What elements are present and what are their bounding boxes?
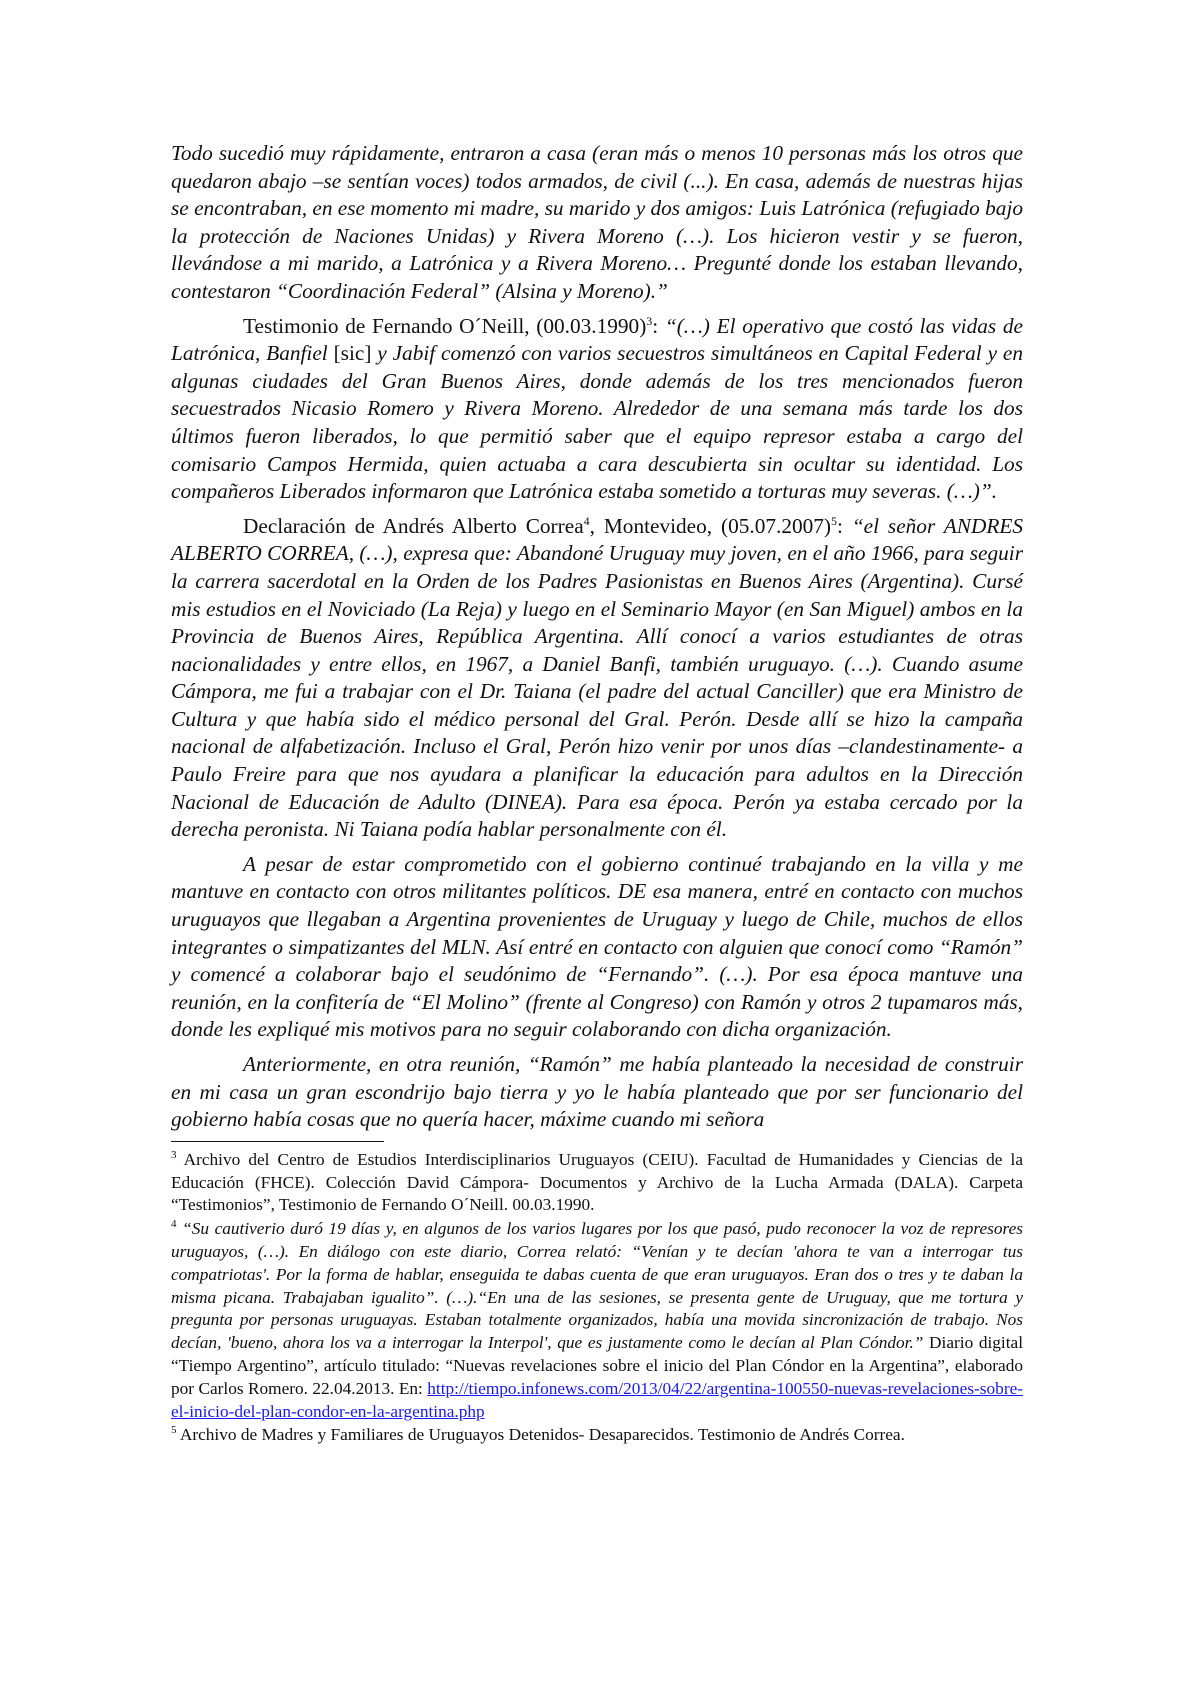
colon: : bbox=[837, 513, 852, 538]
footnote-text: Archivo de Madres y Familiares de Uruguayos Detenidos- Desaparecidos. Testimonio de Andrés Correa. bbox=[176, 1425, 905, 1445]
footnote-ref-3[interactable]: 3 bbox=[646, 313, 653, 328]
colon: : bbox=[652, 313, 665, 338]
paragraph-4: A pesar de estar comprometido con el gobierno continué trabajando en la villa y me mantuve en contacto con otros militantes políticos. DE esa manera, entré en contacto con muchos uruguayos que llegaban a Argentina provenientes de Uruguay y luego de Chile, muchos de ellos integrantes o simpatizantes del MLN. Así entré en contacto con alguien que conocí como “Ramón” y comencé a colaborar bajo el seudónimo de “Fernando”. (…). Por esa época mantuve una reunión, en la confitería de “El Molino” (frente al Congreso) con Ramón y otros 2 tupamaros más, donde les expliqué mis motivos para no seguir colaborando con dicha organización. bbox=[171, 851, 1023, 1042]
footnote-number: 5 bbox=[171, 1424, 177, 1437]
paragraph-2 bbox=[171, 313, 1023, 506]
declaration-place-date: , Montevideo, (05.07.2007) bbox=[589, 513, 832, 538]
footnote-4 bbox=[171, 1218, 1023, 1423]
footnote-ref-4[interactable]: 4 bbox=[583, 513, 590, 528]
footnote-5 bbox=[171, 1424, 1023, 1447]
paragraph-1: Todo sucedió muy rápidamente, entraron a casa (eran más o menos 10 personas más los otros que quedaron abajo –se sentían voces) todos armados, de civil (...). En casa, además de nuestras hijas se encontraban, en ese momento mi madre, su marido y dos amigos: Luis Latrónica (refugiado bajo la protección de Naciones Unidas) y Rivera Moreno (…). Los hicieron vestir y se fueron, llevándose a mi marido, a Latrónica y a Rivera Moreno… Pregunté donde los estaban llevando, contestaron “Coordinación Federal” (Alsina y Moreno).” bbox=[171, 141, 1024, 303]
footnote-quote: “Su cautiverio duró 19 días y, en algunos de los varios lugares por los que pasó, pudo reconocer la voz de represores uruguayos, (…). En diálogo con este diario, Correa relató: “Venían y te decían 'ahora te van a interrogar tus compatriotas'. Por la forma de hablar, enseguida te dabas cuenta de que eran uruguayos. Eran dos o tres y te daban la misma picana. Trabajaban igualito”. (…).“En una de las sesiones, se presenta gente de Uruguay, que me tortura y pregunta por personas uruguayas. Estaban totalmente organizados, había una movida sincronización de trabajo. Nos decían, 'bueno, ahora los va a interrogar la Interpol', que es justamente como le decían al Plan Cóndor.” bbox=[171, 1219, 1023, 1353]
footnote-text: Archivo del Centro de Estudios Interdisciplinarios Uruguayos (CEIU). Facultad de Humanidades y Ciencias de la Educación (FHCE). Colección David Cámpora- Documentos y Archivo de la Lucha Armada (DALA). Carpeta “Testimonios”, Testimonio de Fernando O´Neill. 00.03.1990. bbox=[171, 1149, 1023, 1215]
footnote-text: Diario digital “Tiempo Argentino”, artículo titulado: “Nuevas revelaciones sobre el inicio del Plan Cóndor en la Argentina”, elaborado por Carlos Romero. 22.04.2013. En: bbox=[171, 1333, 1023, 1398]
paragraph-3 bbox=[171, 513, 1023, 844]
footnote-number: 3 bbox=[171, 1149, 177, 1162]
footnote-separator bbox=[171, 1141, 384, 1142]
footnote-ref-5[interactable]: 5 bbox=[831, 513, 838, 528]
declaration-lead: Declaración de Andrés Alberto Correa bbox=[243, 513, 584, 538]
paragraph-5: Anteriormente, en otra reunión, “Ramón” me había planteado la necesidad de construir en mi casa un gran escondrijo bajo tierra y yo le había planteado que por ser funcionario del gobierno había cosas que no quería hacer, máxime cuando mi señora bbox=[171, 1052, 1023, 1132]
declaration-quote: “el señor ANDRES ALBERTO CORREA, (…), expresa que: Abandoné Uruguay muy joven, en el año 1966, para seguir la carrera sacerdotal en la Orden de los Padres Pasionistas en Buenos Aires (Argentina). Cursé mis estudios en el Noviciado (La Reja) y luego en el Seminario Mayor (en San Miguel) ambos en la Provincia de Buenos Aires, República Argentina. Allí conocí a varios estudiantes de otras nacionalidades y entre ellos, en 1967, a Daniel Banfi, también uruguayo. (…). Cuando asume Cámpora, me fui a trabajar con el Dr. Taiana (el padre del actual Canciller) que era Ministro de Cultura y que había sido el médico personal del Gral. Perón. Desde allí se hizo la campaña nacional de alfabetización. Incluso el Gral, Perón hizo venir por unos días –clandestinamente- a Paulo Freire para que nos ayudara a planificar la educación para adultos en la Dirección Nacional de Educación de Adulto (DINEA). Para esa época. Perón ya estaba cercado por la derecha peronista. Ni Taiana podía hablar personalmente con él. bbox=[171, 513, 1023, 842]
main-text bbox=[171, 140, 1023, 1134]
sic-note: [sic] bbox=[333, 341, 372, 366]
testimony-quote-a: “(…) El operativo que costó las vidas de Latrónica, Banfiel bbox=[171, 313, 1023, 366]
source-link[interactable]: http://tiempo.infonews.com/2013/04/22/argentina-100550-nuevas-revelaciones-sobre-el-inicio-del-plan-condor-en-la-argentina.php bbox=[171, 1378, 1023, 1421]
testimony-lead: Testimonio de Fernando O´Neill, (00.03.1990) bbox=[243, 313, 647, 338]
footnotes bbox=[171, 1149, 1023, 1447]
document-page bbox=[171, 140, 1023, 1448]
footnote-3 bbox=[171, 1149, 1023, 1217]
footnote-number: 4 bbox=[171, 1218, 177, 1231]
testimony-quote-b: y Jabif comenzó con varios secuestros simultáneos en Capital Federal y en algunas ciudades del Gran Buenos Aires, donde además de los tres mencionados fueron secuestrados Nicasio Romero y Rivera Moreno. Alrededor de una semana más tarde los dos últimos fueron liberados, lo que permitió saber que el equipo represor estaba a cargo del comisario Campos Hermida, quien actuaba a cara descubierta sin ocultar su identidad. Los compañeros Liberados informaron que Latrónica estaba sometido a torturas muy severas. (…)”. bbox=[171, 341, 1023, 504]
